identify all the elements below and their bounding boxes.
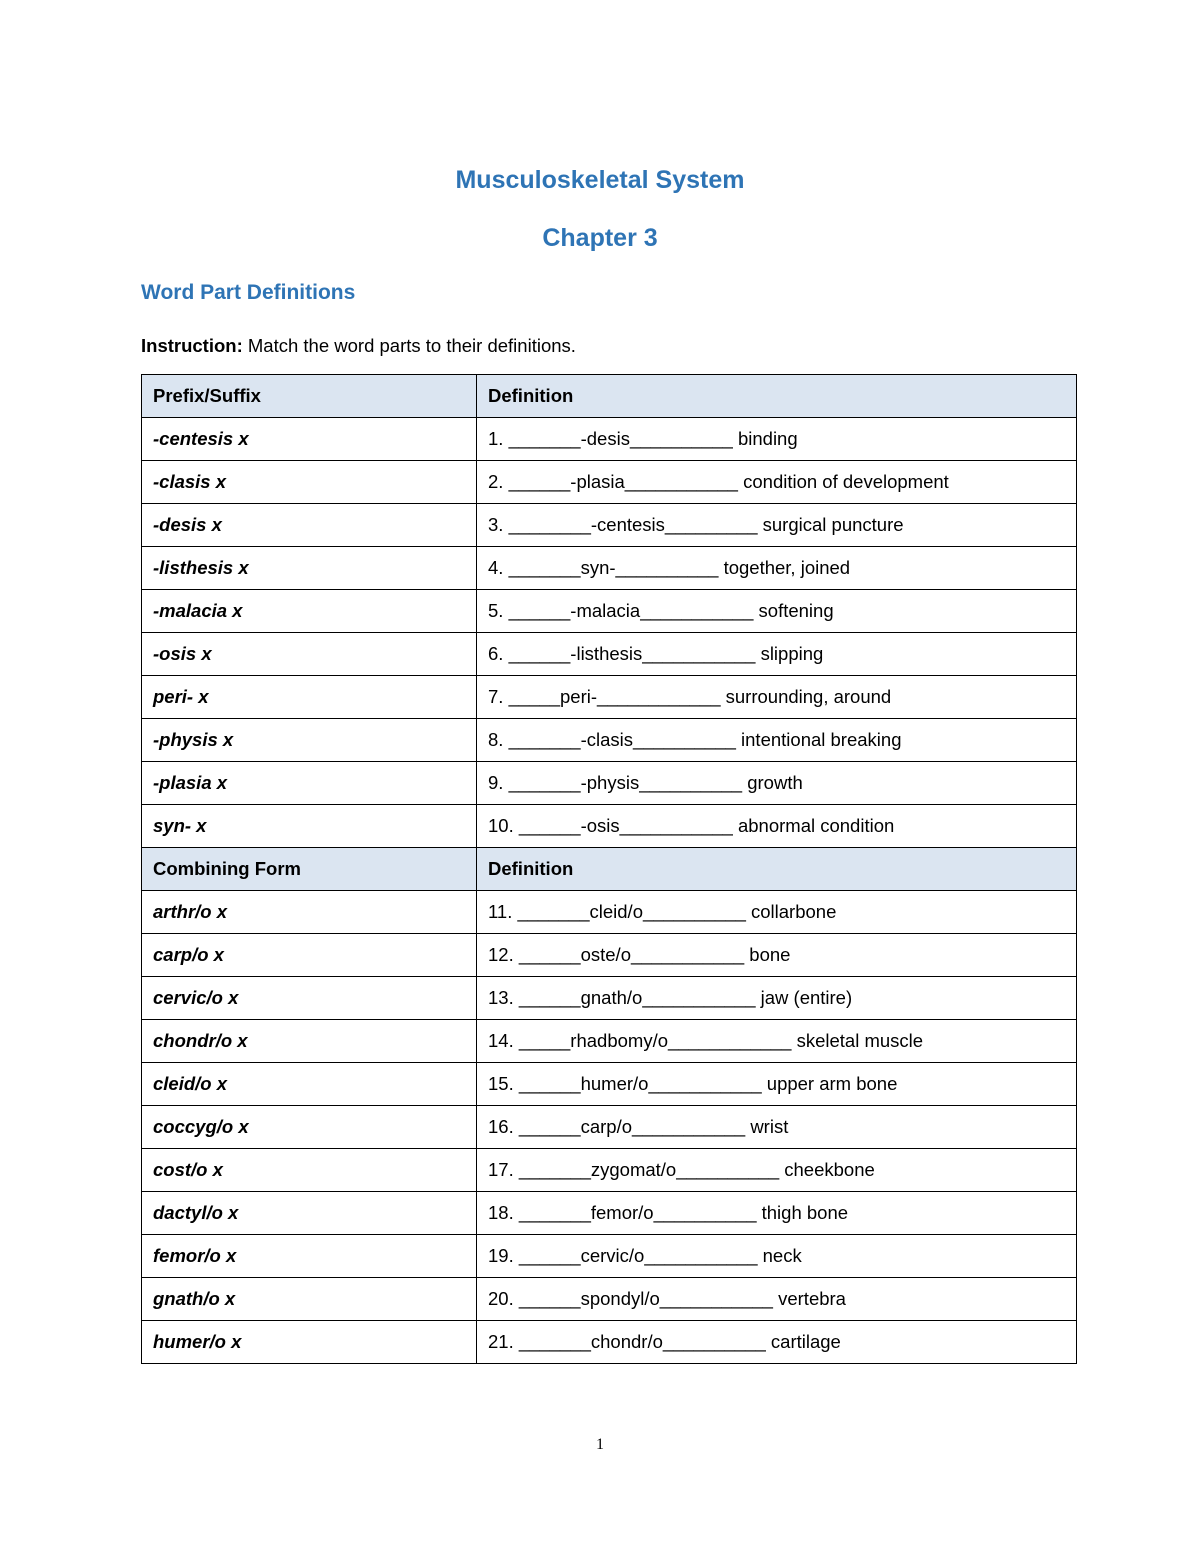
table-row (142, 1063, 1077, 1106)
header-combining-form: Combining Form (142, 848, 477, 891)
word-part-term: dactyl/o x (142, 1192, 477, 1235)
word-part-definition: 14. _____rhadbomy/o____________ skeletal muscle (477, 1020, 1077, 1063)
table-row (142, 633, 1077, 676)
table-row (142, 934, 1077, 977)
table-row (142, 676, 1077, 719)
header-definition: Definition (477, 848, 1077, 891)
document-title: Musculoskeletal System (455, 166, 745, 194)
table-header-row (142, 848, 1077, 891)
word-part-term: arthr/o x (142, 891, 477, 934)
word-part-term: cost/o x (142, 1149, 477, 1192)
word-part-term: -clasis x (142, 461, 477, 504)
table-row (142, 1235, 1077, 1278)
instruction-label: Instruction: (141, 335, 243, 356)
section-heading: Word Part Definitions (141, 281, 356, 304)
word-part-definition: 12. ______oste/o___________ bone (477, 934, 1077, 977)
word-part-definition: 7. _____peri-____________ surrounding, around (477, 676, 1077, 719)
word-part-definition: 9. _______-physis__________ growth (477, 762, 1077, 805)
header-prefix-suffix: Prefix/Suffix (142, 375, 477, 418)
table-row (142, 1106, 1077, 1149)
table-row (142, 504, 1077, 547)
table-row (142, 1278, 1077, 1321)
word-part-term: -physis x (142, 719, 477, 762)
instruction (141, 335, 576, 357)
word-part-definition: 8. _______-clasis__________ intentional breaking (477, 719, 1077, 762)
instruction-text: Match the word parts to their definitions. (242, 335, 576, 356)
word-part-definition: 11. _______cleid/o__________ collarbone (477, 891, 1077, 934)
word-part-definition: 16. ______carp/o___________ wrist (477, 1106, 1077, 1149)
table-row (142, 977, 1077, 1020)
word-part-term: -malacia x (142, 590, 477, 633)
table-row (142, 547, 1077, 590)
word-part-term: cervic/o x (142, 977, 477, 1020)
word-part-term: carp/o x (142, 934, 477, 977)
table-header-row (142, 375, 1077, 418)
word-part-definition: 18. _______femor/o__________ thigh bone (477, 1192, 1077, 1235)
header-definition: Definition (477, 375, 1077, 418)
word-part-term: gnath/o x (142, 1278, 477, 1321)
word-part-definition: 13. ______gnath/o___________ jaw (entire) (477, 977, 1077, 1020)
word-part-definition: 19. ______cervic/o___________ neck (477, 1235, 1077, 1278)
word-part-term: chondr/o x (142, 1020, 477, 1063)
table-row (142, 891, 1077, 934)
word-part-term: femor/o x (142, 1235, 477, 1278)
table-row (142, 461, 1077, 504)
word-part-definition: 5. ______-malacia___________ softening (477, 590, 1077, 633)
word-part-term: -plasia x (142, 762, 477, 805)
table-row (142, 590, 1077, 633)
table-row (142, 1020, 1077, 1063)
table-row (142, 1192, 1077, 1235)
table-row (142, 719, 1077, 762)
word-part-definition: 4. _______syn-__________ together, joined (477, 547, 1077, 590)
word-part-definition: 3. ________-centesis_________ surgical puncture (477, 504, 1077, 547)
chapter-title: Chapter 3 (542, 224, 658, 252)
word-part-definition: 6. ______-listhesis___________ slipping (477, 633, 1077, 676)
table-row (142, 418, 1077, 461)
word-part-term: -centesis x (142, 418, 477, 461)
word-part-term: cleid/o x (142, 1063, 477, 1106)
word-part-definition: 21. _______chondr/o__________ cartilage (477, 1321, 1077, 1364)
word-part-term: -desis x (142, 504, 477, 547)
word-part-definition: 20. ______spondyl/o___________ vertebra (477, 1278, 1077, 1321)
word-part-definition: 10. ______-osis___________ abnormal condition (477, 805, 1077, 848)
word-parts-table (141, 374, 1077, 1364)
word-part-term: -listhesis x (142, 547, 477, 590)
table-row (142, 1321, 1077, 1364)
table-row (142, 1149, 1077, 1192)
word-part-term: syn- x (142, 805, 477, 848)
table-row (142, 805, 1077, 848)
word-part-definition: 1. _______-desis__________ binding (477, 418, 1077, 461)
table-row (142, 762, 1077, 805)
word-part-term: coccyg/o x (142, 1106, 477, 1149)
page-number: 1 (596, 1436, 604, 1453)
word-part-definition: 2. ______-plasia___________ condition of development (477, 461, 1077, 504)
word-part-term: peri- x (142, 676, 477, 719)
word-part-term: humer/o x (142, 1321, 477, 1364)
word-part-term: -osis x (142, 633, 477, 676)
word-part-definition: 17. _______zygomat/o__________ cheekbone (477, 1149, 1077, 1192)
word-part-definition: 15. ______humer/o___________ upper arm bone (477, 1063, 1077, 1106)
